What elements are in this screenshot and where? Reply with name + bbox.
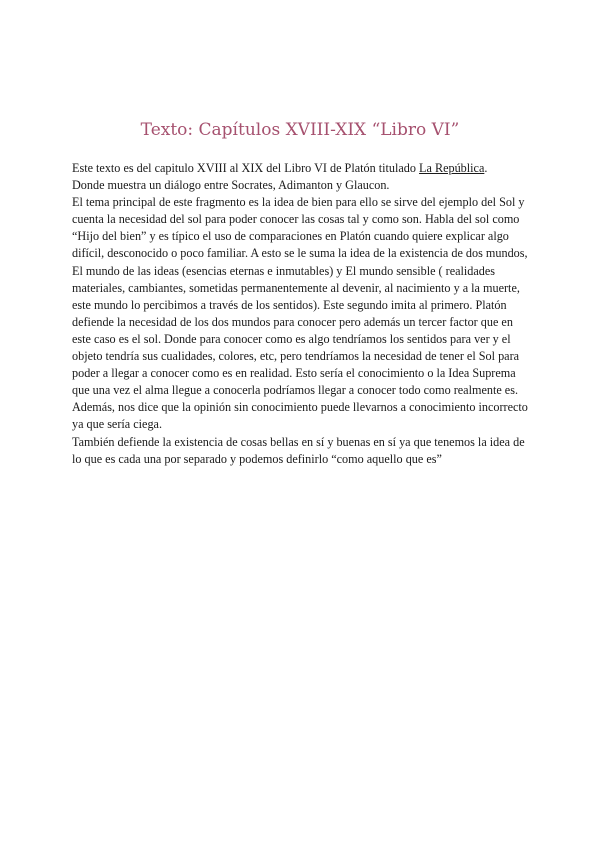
intro-paragraph <box>72 160 528 177</box>
intro-text: Este texto es del capitulo XVIII al XIX del Libro VI de Platón titulado <box>72 161 420 175</box>
document-title: Texto: Capítulos XVIII-XIX “Libro VI” <box>140 120 460 140</box>
book-title-link[interactable]: La República <box>419 161 485 175</box>
intro-end: . <box>484 161 488 175</box>
paragraph-2: El tema principal de este fragmento es la idea de bien para ello se sirve del ejemplo del Sol y cuenta la necesidad del sol para poder conocer las cosas tal y como son. Habla del sol como “Hijo del bien” y es típico el uso de comparaciones en Platón cuando quiere explicar algo difícil, desconocido o poco familiar. A esto se le suma la idea de la existencia de dos mundos, El mundo de las ideas (esencias eternas e inmutables) y El mundo sensible ( realidades materiales, cambiantes, sometidas permanentemente al devenir, al nacimiento y a la muerte, este mundo lo percibimos a través de los sentidos). Este segundo imita al primero. Platón defiende la necesidad de los dos mundos para conocer pero además un tercer factor que en este caso es el sol. Donde para conocer como es algo tendríamos los sentidos para ver y el objeto tendría sus cualidades, colores, etc, pero tendríamos la necesidad de tener el Sol para poder a llegar a conocer como es en realidad. Esto sería el conocimiento o la Idea Suprema que una vez el alma llegue a conocerla podríamos llegar a conocer todo como realmente es. <box>72 195 528 398</box>
paragraph-4: También defiende la existencia de cosas bellas en sí y buenas en sí ya que tenemos la idea de lo que es cada una por separado y podemos definirlo “como aquello que es” <box>72 434 525 466</box>
paragraph-1: Donde muestra un diálogo entre Socrates, Adimanton y Glaucon. <box>72 178 390 193</box>
document-body <box>72 160 528 468</box>
paragraph-3: Además, nos dice que la opinión sin conocimiento puede llevarnos a conocimiento incorrecto ya que sería ciega. <box>72 400 528 432</box>
